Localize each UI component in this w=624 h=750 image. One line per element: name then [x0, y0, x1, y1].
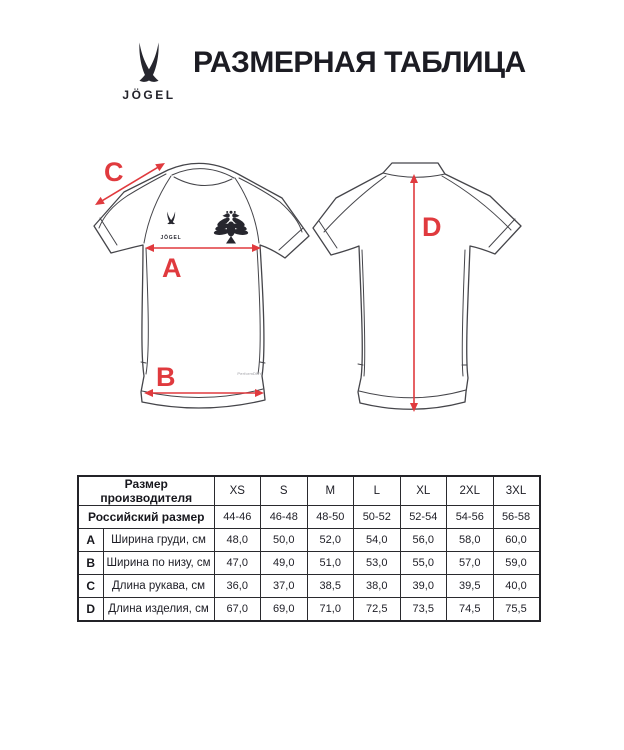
table-cell: 37,0 [261, 575, 308, 598]
table-cell: 56,0 [400, 529, 447, 552]
measure-label-c: C [104, 157, 124, 187]
measure-label-b: B [156, 362, 176, 392]
measurement-row-b [78, 552, 540, 575]
size-col-header: XL [400, 476, 447, 506]
row-label: Длина изделия, см [103, 598, 214, 622]
table-cell: 39,5 [447, 575, 494, 598]
measure-label-a: A [162, 253, 182, 283]
table-cell: 40,0 [493, 575, 540, 598]
measurement-row-a [78, 529, 540, 552]
table-cell: 55,0 [400, 552, 447, 575]
row-key: D [78, 598, 103, 622]
size-col-header: 3XL [493, 476, 540, 506]
table-cell: 38,5 [307, 575, 354, 598]
russian-size-label: Российский размер [78, 506, 214, 529]
russian-size-row [78, 506, 540, 529]
front-shirt-diagram [88, 148, 328, 438]
size-table [77, 475, 541, 622]
brand-logo [113, 40, 185, 102]
page-title: РАЗМЕРНАЯ ТАБЛИЦА [193, 46, 526, 79]
table-cell: 71,0 [307, 598, 354, 622]
russian-size-value: 52-54 [400, 506, 447, 529]
measure-label-d: D [422, 212, 442, 242]
row-key: A [78, 529, 103, 552]
row-key: C [78, 575, 103, 598]
measurement-row-d [78, 598, 540, 622]
table-cell: 73,5 [400, 598, 447, 622]
back-shirt-diagram [308, 150, 528, 425]
table-cell: 69,0 [261, 598, 308, 622]
manufacturer-size-label: Размер производителя [78, 476, 214, 506]
table-cell: 59,0 [493, 552, 540, 575]
table-cell: 50,0 [261, 529, 308, 552]
russian-size-value: 48-50 [307, 506, 354, 529]
row-label: Ширина груди, см [103, 529, 214, 552]
brand-wordmark: JÖGEL [122, 88, 176, 102]
russian-size-value: 56-58 [493, 506, 540, 529]
size-col-header: XS [214, 476, 261, 506]
table-cell: 51,0 [307, 552, 354, 575]
table-cell: 47,0 [214, 552, 261, 575]
table-cell: 39,0 [400, 575, 447, 598]
measurement-row-c [78, 575, 540, 598]
jogel-emblem-icon [134, 40, 164, 86]
size-col-header: 2XL [447, 476, 494, 506]
table-cell: 72,5 [354, 598, 401, 622]
row-label: Ширина по низу, см [103, 552, 214, 575]
size-col-header: L [354, 476, 401, 506]
row-label: Длина рукава, см [103, 575, 214, 598]
size-col-header: M [307, 476, 354, 506]
russian-size-value: 44-46 [214, 506, 261, 529]
table-cell: 52,0 [307, 529, 354, 552]
table-cell: 60,0 [493, 529, 540, 552]
table-cell: 36,0 [214, 575, 261, 598]
russian-size-value: 46-48 [261, 506, 308, 529]
table-cell: 48,0 [214, 529, 261, 552]
russian-size-value: 50-52 [354, 506, 401, 529]
russian-size-value: 54-56 [447, 506, 494, 529]
table-cell: 74,5 [447, 598, 494, 622]
table-cell: 54,0 [354, 529, 401, 552]
table-cell: 57,0 [447, 552, 494, 575]
table-cell: 53,0 [354, 552, 401, 575]
fabric-label-text: PerformDRY [237, 371, 262, 376]
table-cell: 38,0 [354, 575, 401, 598]
table-cell: 67,0 [214, 598, 261, 622]
manufacturer-size-row [78, 476, 540, 506]
chest-brand-text: JÖGEL [160, 235, 182, 241]
table-cell: 58,0 [447, 529, 494, 552]
table-cell: 75,5 [493, 598, 540, 622]
table-cell: 49,0 [261, 552, 308, 575]
size-col-header: S [261, 476, 308, 506]
row-key: B [78, 552, 103, 575]
